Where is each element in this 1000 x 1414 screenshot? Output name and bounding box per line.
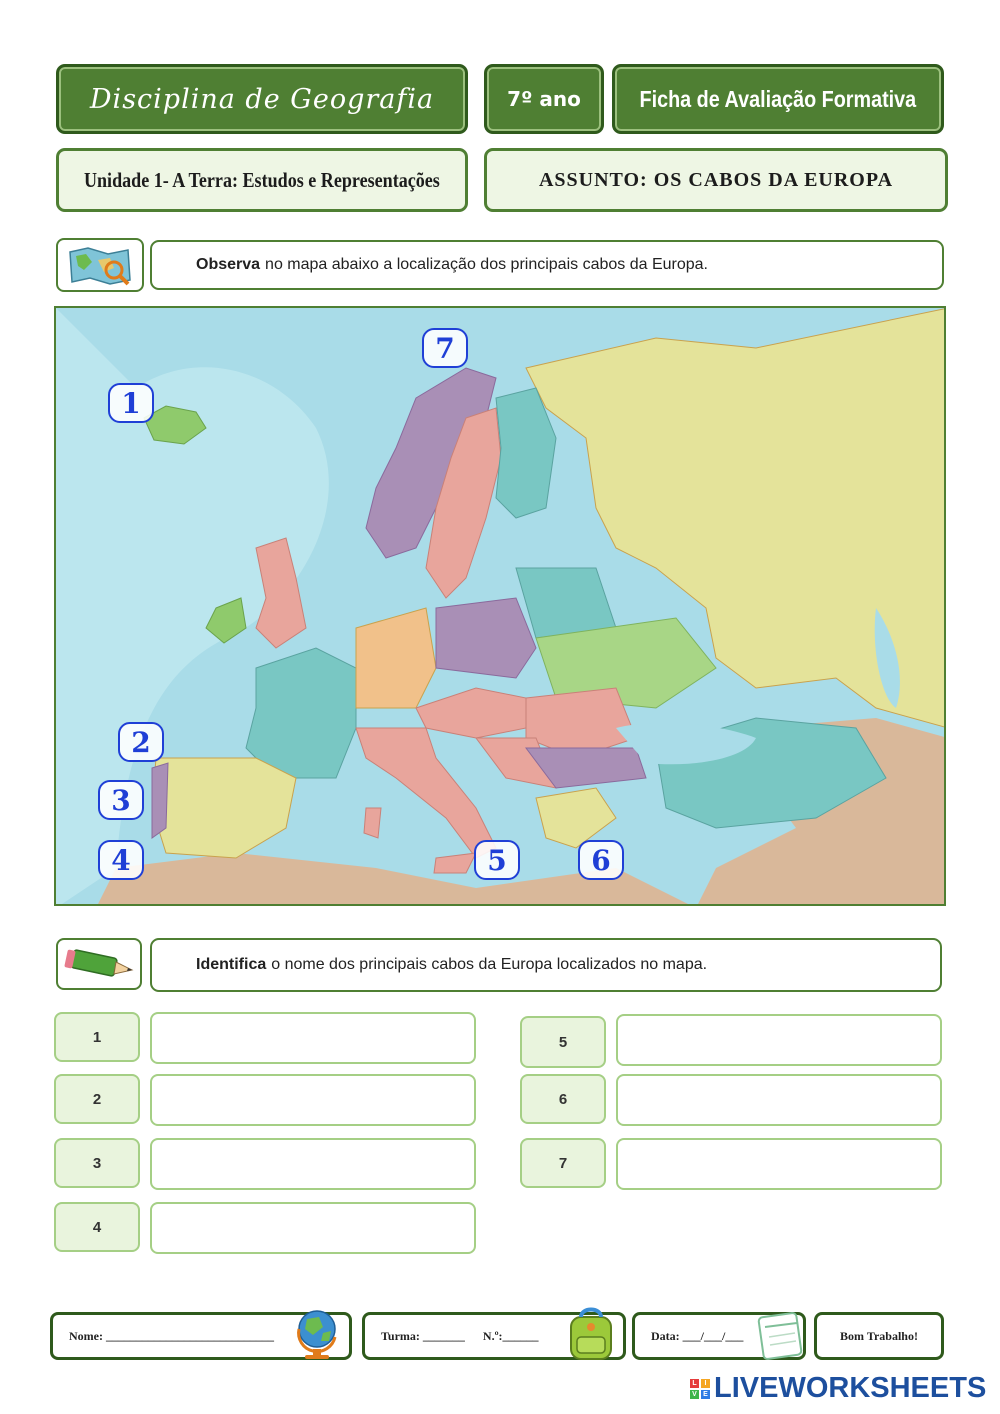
- instruction-observe-text: no mapa abaixo a localização dos principais cabos da Europa.: [265, 256, 708, 273]
- sheet-type-label: Ficha de Avaliação Formativa: [639, 85, 917, 112]
- footer-name-box: [50, 1312, 352, 1360]
- footer-farewell-box: [814, 1312, 944, 1360]
- footer-farewell: Bom Trabalho!: [840, 1328, 918, 1343]
- pencil-icon: [56, 938, 142, 990]
- footer-date-box: [632, 1312, 806, 1360]
- footer-class-box: [362, 1312, 626, 1360]
- map-marker: 1: [108, 383, 154, 423]
- answer-field-7[interactable]: [616, 1138, 942, 1190]
- instruction-observe: [150, 240, 944, 290]
- instruction-identify-bold: Identifica: [196, 956, 267, 973]
- grade-label: 7º ano: [507, 87, 581, 111]
- instruction-identify-text: o nome dos principais cabos da Europa localizados no mapa.: [271, 956, 708, 973]
- map-marker: 2: [118, 722, 164, 762]
- map-marker: 5: [474, 840, 520, 880]
- map-marker: 3: [98, 780, 144, 820]
- answer-field-2[interactable]: [150, 1074, 476, 1126]
- footer-date: Data: ___/___/___: [651, 1328, 744, 1343]
- subject-label: ASSUNTO: OS CABOS DA EUROPA: [538, 168, 894, 191]
- subject-header: [484, 148, 948, 212]
- backpack-icon: [563, 1303, 619, 1365]
- calendar-icon: [755, 1305, 803, 1363]
- answer-field-1[interactable]: [150, 1012, 476, 1064]
- answer-number: 2: [54, 1074, 140, 1124]
- answer-field-5[interactable]: [616, 1014, 942, 1066]
- sheet-type-header: [612, 64, 944, 134]
- footer-class: Turma: _______: [381, 1328, 465, 1343]
- liveworksheets-icon: L I V E: [690, 1379, 710, 1399]
- europe-map-drawing: [56, 308, 946, 906]
- answer-field-4[interactable]: [150, 1202, 476, 1254]
- answer-field-3[interactable]: [150, 1138, 476, 1190]
- instruction-identify: [150, 938, 942, 992]
- globe-icon: [293, 1305, 345, 1361]
- instruction-observe-bold: Observa: [196, 256, 261, 273]
- answer-number: 4: [54, 1202, 140, 1252]
- liveworksheets-name: LIVEWORKSHEETS: [714, 1372, 987, 1404]
- grade-header: [484, 64, 604, 134]
- answer-number: 1: [54, 1012, 140, 1062]
- answer-field-6[interactable]: [616, 1074, 942, 1126]
- answer-number: 3: [54, 1138, 140, 1188]
- footer-name: Nome: ____________________________: [69, 1328, 274, 1343]
- answer-number: 5: [520, 1016, 606, 1068]
- map-marker: 4: [98, 840, 144, 880]
- europe-map: [54, 306, 946, 906]
- map-marker: 7: [422, 328, 468, 368]
- answer-number: 6: [520, 1074, 606, 1124]
- unit-header: [56, 148, 468, 212]
- discipline-title: Disciplina de Geografia: [89, 83, 435, 115]
- unit-label: Unidade 1- A Terra: Estudos e Representações: [84, 167, 440, 192]
- map-marker: 6: [578, 840, 624, 880]
- discipline-header: [56, 64, 468, 134]
- footer-number: N.º:______: [482, 1328, 539, 1343]
- map-magnifier-icon: [56, 238, 144, 292]
- answer-number: 7: [520, 1138, 606, 1188]
- liveworksheets-logo: [690, 1372, 986, 1405]
